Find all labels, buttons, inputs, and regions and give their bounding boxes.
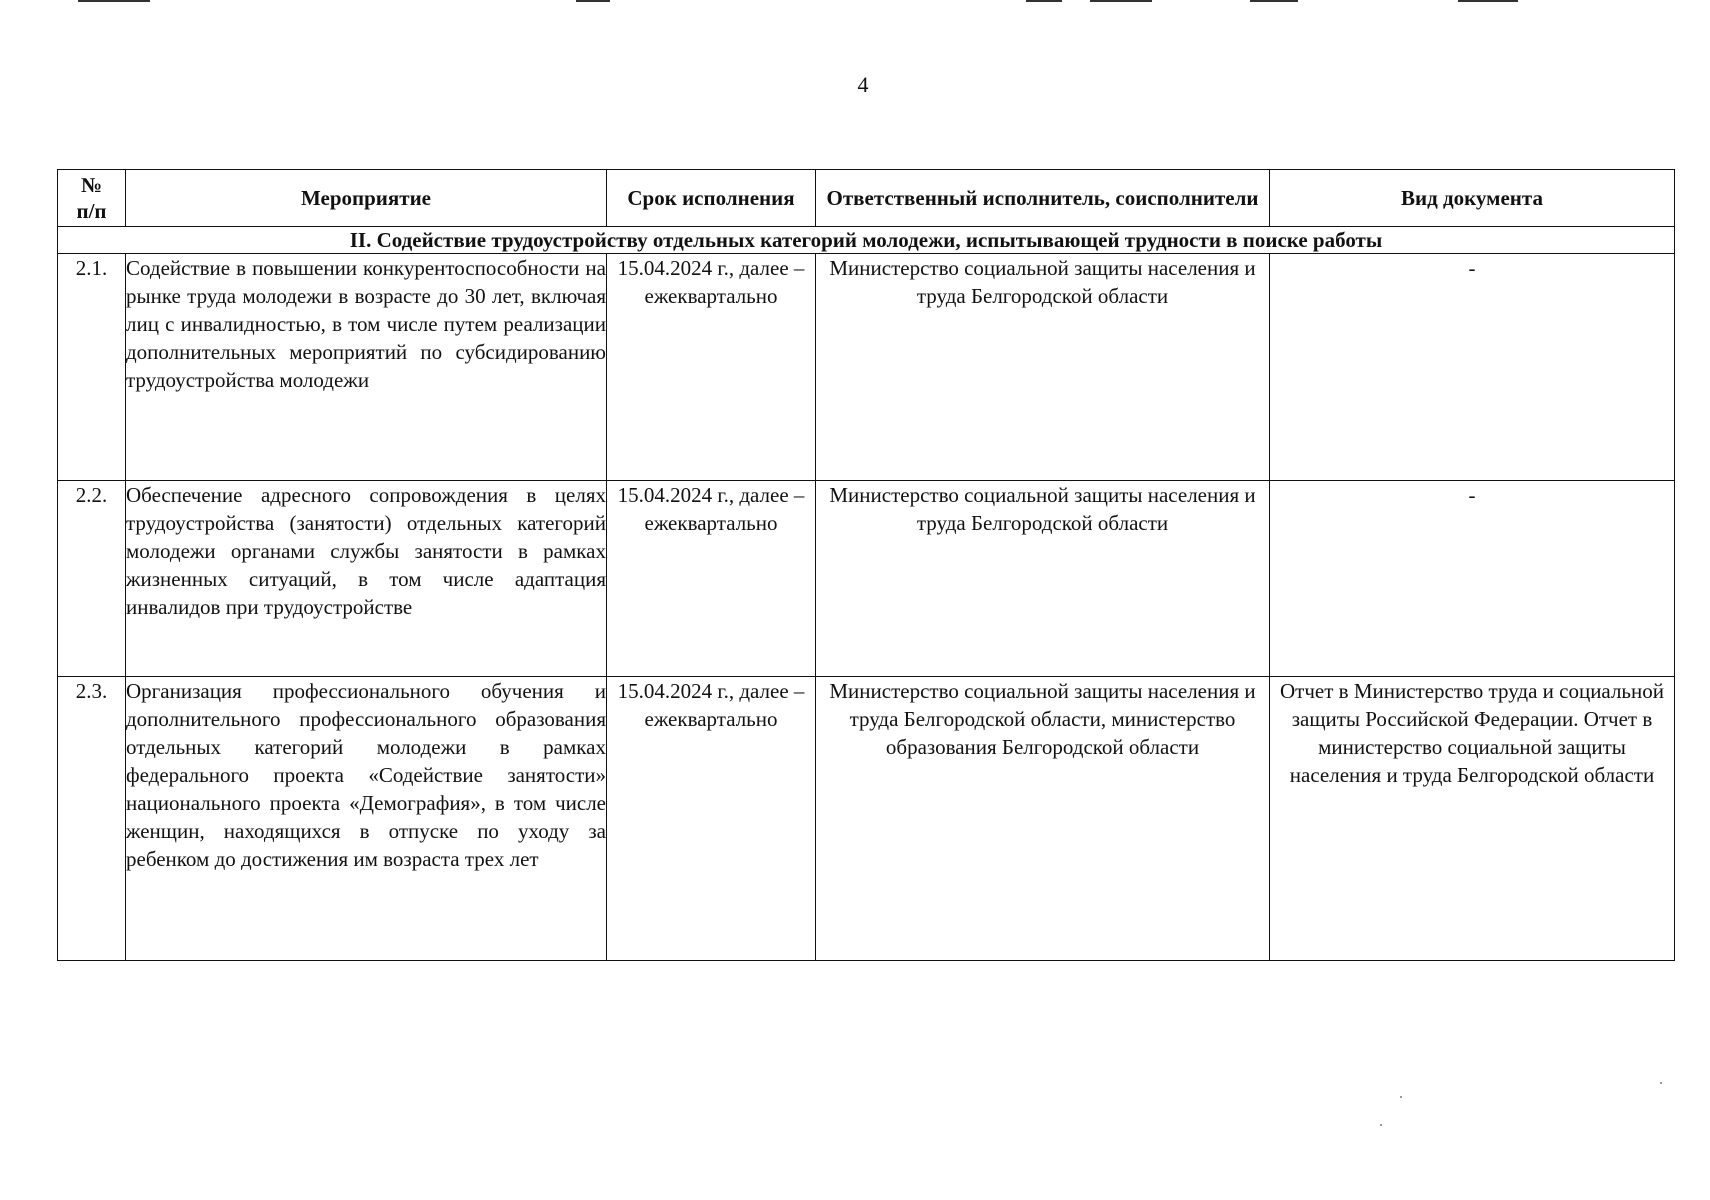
row-doc-type: Отчет в Министерство труда и социальной защиты Российской Федерации. Отчет в министерство социальной защиты населения и труда Белгородской области [1270,677,1675,961]
row-deadline: 15.04.2024 г., далее – ежеквартально [607,254,816,481]
scan-speck [1380,1124,1382,1126]
row-responsible: Министерство социальной защиты населения и труда Белгородской области [816,254,1270,481]
row-responsible: Министерство социальной защиты населения и труда Белгородской области, министерство образования Белгородской области [816,677,1270,961]
header-responsible [816,170,1270,227]
table-row [58,254,1675,481]
row-number: 2.3. [58,677,126,961]
header-event-label: Мероприятие [300,186,432,210]
scan-speck [1660,1082,1662,1084]
row-event: Обеспечение адресного сопровождения в целях трудоустройства (занятости) отдельных категорий молодежи органами службы занятости в рамках жизненных ситуаций, в том числе адаптация инвалидов при трудоустройстве [126,481,607,677]
header-deadline [607,170,816,227]
row-deadline: 15.04.2024 г., далее – ежеквартально [607,481,816,677]
row-doc-type: - [1270,254,1675,481]
page-number: 4 [857,72,869,97]
header-deadline-label: Срок исполнения [627,186,795,210]
row-event: Организация профессионального обучения и дополнительного профессионального образования отдельных категорий молодежи в рамках федерального проекта «Содействие занятости» национального проекта «Демография», в том числе женщин, находящихся в отпуске по уходу за ребенком до достижения им возраста трех лет [126,677,607,961]
scan-top-edge-marks [0,0,1710,4]
header-number-sign: № [80,173,103,197]
row-doc-type: - [1270,481,1675,677]
header-doc-type [1270,170,1675,227]
section-row [58,227,1675,254]
row-number: 2.1. [58,254,126,481]
action-plan-table [57,169,1675,961]
header-responsible-label: Ответственный исполнитель, соисполнители [826,186,1259,210]
table-row [58,677,1675,961]
section-title: II. Содействие трудоустройству отдельных категорий молодежи, испытывающей трудности в поиске работы [58,227,1675,254]
header-doc-type-label: Вид документа [1401,186,1543,210]
row-deadline: 15.04.2024 г., далее – ежеквартально [607,677,816,961]
header-number [58,170,126,227]
scan-speck [1400,1096,1402,1098]
row-event: Содействие в повышении конкурентоспособности на рынке труда молодежи в возрасте до 30 лет, включая лиц с инвалидностью, в том числе путем реализации дополнительных мероприятий по субсидированию трудоустройства молодежи [126,254,607,481]
header-event [126,170,607,227]
row-responsible: Министерство социальной защиты населения и труда Белгородской области [816,481,1270,677]
row-number: 2.2. [58,481,126,677]
table-header-row [58,170,1675,227]
table-row [58,481,1675,677]
header-number-abbr: п/п [76,199,107,223]
